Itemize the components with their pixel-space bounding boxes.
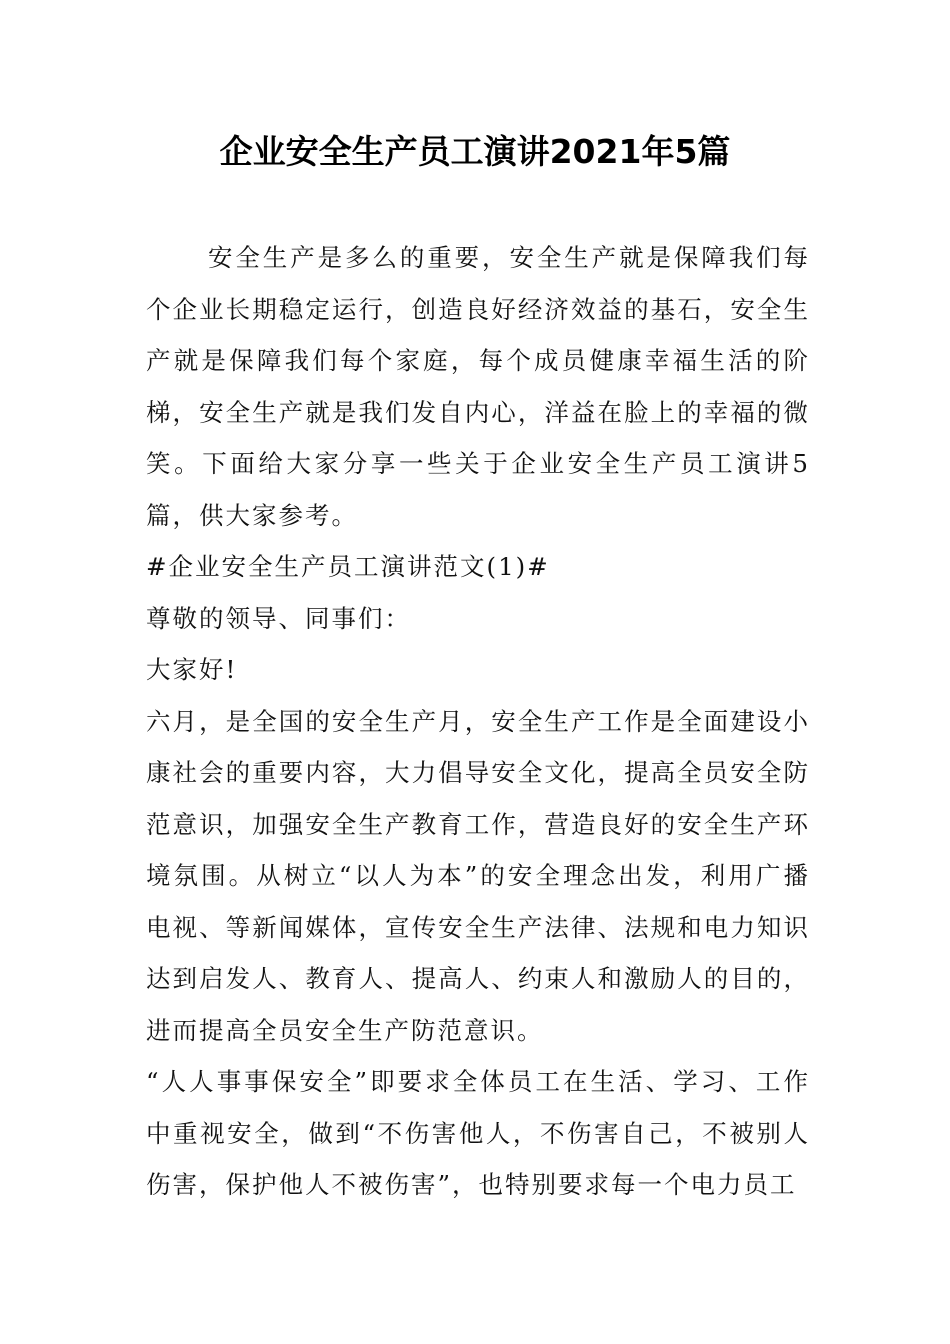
body-paragraph: 六月，是全国的安全生产月，安全生产工作是全面建设小康社会的重要内容，大力倡导安全文化，提高全员安全防范意识，加强安全生产教育工作，营造良好的安全生产环境氛围。从树立“以人为本”的安全理念出发，利用广播电视、等新闻媒体，宣传安全生产法律、法规和电力知识达到启发人、教育人、提高人、约束人和激励人的目的，进而提高全员安全生产防范意识。 — [146, 706, 810, 1045]
greeting: 大家好! — [146, 655, 238, 684]
section-heading: #企业安全生产员工演讲范文(1)# — [146, 552, 550, 581]
salutation: 尊敬的领导、同事们： — [146, 603, 411, 633]
document-title: 企业安全生产员工演讲2021年5篇 — [219, 132, 731, 171]
body-paragraph: “人人事事保安全”即要求全体员工在生活、学习、工作中重视安全，做到“不伤害他人，不伤害自己，不被别人伤害，保护他人不被伤害”，也特别要求每一个电力员工 — [146, 1067, 810, 1199]
intro-paragraph: 安全生产是多么的重要，安全生产就是保障我们每个企业长期稳定运行，创造良好经济效益的基石，安全生产就是保障我们每个家庭，每个成员健康幸福生活的阶梯，安全生产就是我们发自内心，洋益在脸上的幸福的微笑。下面给大家分享一些关于企业安全生产员工演讲5篇，供大家参考。 — [146, 243, 810, 530]
document-body — [146, 232, 810, 1211]
